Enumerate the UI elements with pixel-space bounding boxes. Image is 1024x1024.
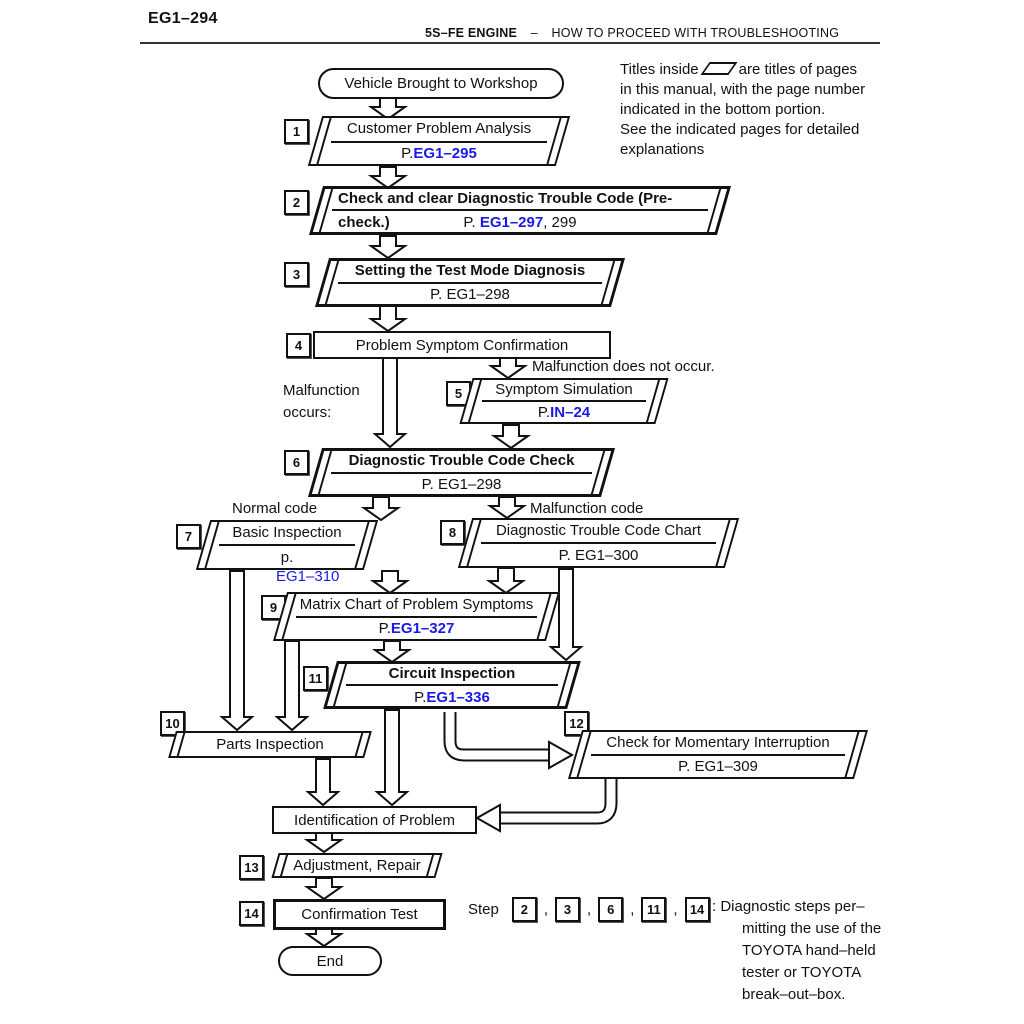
header-dash: – bbox=[530, 26, 538, 40]
page-link: EG1–297 bbox=[479, 214, 544, 232]
arrow-s7-to-s10-long bbox=[222, 571, 252, 730]
step12-box: Check for Momentary Interruption P. EG1–309 bbox=[575, 730, 861, 779]
tester-step-11: 11 bbox=[641, 897, 666, 922]
label-malfunction-not-occur: Malfunction does not occur. bbox=[532, 358, 715, 375]
step10-number: 10 bbox=[160, 711, 185, 736]
legend-line5: explanations bbox=[620, 141, 705, 158]
label-normal-code: Normal code bbox=[232, 500, 318, 517]
step4-box: Problem Symptom Confirmation bbox=[313, 331, 611, 359]
elbow-s11-to-s12-outline bbox=[450, 712, 551, 755]
arrow-s6-to-s7 bbox=[364, 497, 398, 520]
arrow-s2-to-s3 bbox=[371, 236, 405, 258]
arrow-s11-to-identification bbox=[377, 710, 407, 805]
step-word: Step bbox=[468, 901, 499, 918]
header-engine: 5S–FE ENGINE bbox=[425, 26, 518, 40]
header-title: HOW TO PROCEED WITH TROUBLESHOOTING bbox=[551, 26, 840, 40]
tester-step-14: 14 bbox=[685, 897, 710, 922]
step13-box: Adjustment, Repair bbox=[275, 853, 439, 878]
elbow-s11-to-s12-head bbox=[549, 742, 572, 768]
step7-box: Basic Inspection p. bbox=[203, 520, 371, 570]
tester-step-3: 3 bbox=[555, 897, 580, 922]
elbow-s12-to-identification-outline bbox=[497, 779, 611, 818]
arrow-s13-to-s14 bbox=[307, 878, 341, 899]
step7-page-link: EG1–310 bbox=[276, 568, 340, 585]
step14-number: 14 bbox=[239, 901, 264, 926]
step8-box: Diagnostic Trouble Code Chart P. EG1–300 bbox=[465, 518, 732, 568]
elbow-s11-to-s12 bbox=[450, 711, 551, 755]
arrow-s10-to-identification bbox=[308, 759, 338, 805]
tester-step-6: 6 bbox=[598, 897, 623, 922]
legend-line1: Titles inside are titles of pages bbox=[620, 61, 858, 78]
step1-box: Customer Problem Analysis P. EG1–295 bbox=[315, 116, 563, 166]
step9-number: 9 bbox=[261, 595, 286, 620]
step5-box: Symptom Simulation P. IN–24 bbox=[466, 378, 662, 424]
step5-number: 5 bbox=[446, 381, 471, 406]
page-link: EG1–336 bbox=[426, 688, 490, 706]
tester-steps-row: Step 2 , 3 , 6 , 11 , 14 bbox=[468, 897, 710, 922]
arrow-s8-to-s9 bbox=[489, 568, 523, 593]
legend-line4: See the indicated pages for detailed bbox=[620, 121, 860, 138]
step1-number: 1 bbox=[284, 119, 309, 144]
step2-box: Check and clear Diagnostic Trouble Code (Pre- check.) P. EG1–297, 299 bbox=[316, 186, 724, 235]
legend-line3: indicated in the bottom portion. bbox=[620, 101, 826, 118]
step7-number: 7 bbox=[176, 524, 201, 549]
arrow-s4-to-s5 bbox=[491, 356, 525, 378]
step6-box: Diagnostic Trouble Code Check P. EG1–298 bbox=[315, 448, 608, 497]
elbow-s12-to-identification-head bbox=[477, 805, 500, 831]
step9-box: Matrix Chart of Problem Symptoms P. EG1–327 bbox=[280, 592, 553, 641]
step3-number: 3 bbox=[284, 262, 309, 287]
arrow-s3-to-s4 bbox=[371, 306, 405, 331]
step10-box: Parts Inspection bbox=[172, 731, 368, 758]
identification-box: Identification of Problem bbox=[272, 806, 477, 834]
step12-number: 12 bbox=[564, 711, 589, 736]
step11-box: Circuit Inspection P. EG1–336 bbox=[330, 661, 574, 709]
step2-number: 2 bbox=[284, 190, 309, 215]
page-link: EG1–327 bbox=[390, 620, 455, 638]
end-node: End bbox=[278, 946, 382, 976]
label-malfunction-occurs-1: Malfunction bbox=[283, 382, 360, 399]
step6-number: 6 bbox=[284, 450, 309, 475]
tester-note: : Diagnostic steps per– mitting the use of the TOYOTA hand–held tester or TOYOTA break–out–box. bbox=[712, 898, 882, 1003]
legend-line2: in this manual, with the page number bbox=[620, 81, 866, 98]
page-link: IN–24 bbox=[550, 404, 591, 421]
step11-number: 11 bbox=[303, 666, 328, 691]
arrow-s6-to-s8 bbox=[490, 497, 524, 518]
label-malfunction-code: Malfunction code bbox=[530, 500, 644, 517]
label-malfunction-occurs-2: occurs: bbox=[283, 404, 332, 421]
arrow-s1-to-s2 bbox=[371, 167, 405, 188]
start-node: Vehicle Brought to Workshop bbox=[318, 68, 564, 99]
arrow-s9-to-s11 bbox=[375, 641, 409, 662]
tester-step-2: 2 bbox=[512, 897, 537, 922]
step3-box: Setting the Test Mode Diagnosis P. EG1–298 bbox=[322, 258, 618, 307]
step13-number: 13 bbox=[239, 855, 264, 880]
step8-number: 8 bbox=[440, 520, 465, 545]
page-code: EG1–294 bbox=[148, 10, 218, 27]
arrow-s8-to-s11-long bbox=[551, 569, 581, 660]
step14-box: Confirmation Test bbox=[273, 899, 446, 930]
arrow-s4-to-s6-long bbox=[375, 356, 405, 447]
arrow-s7-to-s9 bbox=[373, 571, 407, 593]
step4-number: 4 bbox=[286, 333, 311, 358]
arrow-s5-to-s6 bbox=[494, 425, 528, 448]
page-link: EG1–295 bbox=[413, 145, 477, 162]
